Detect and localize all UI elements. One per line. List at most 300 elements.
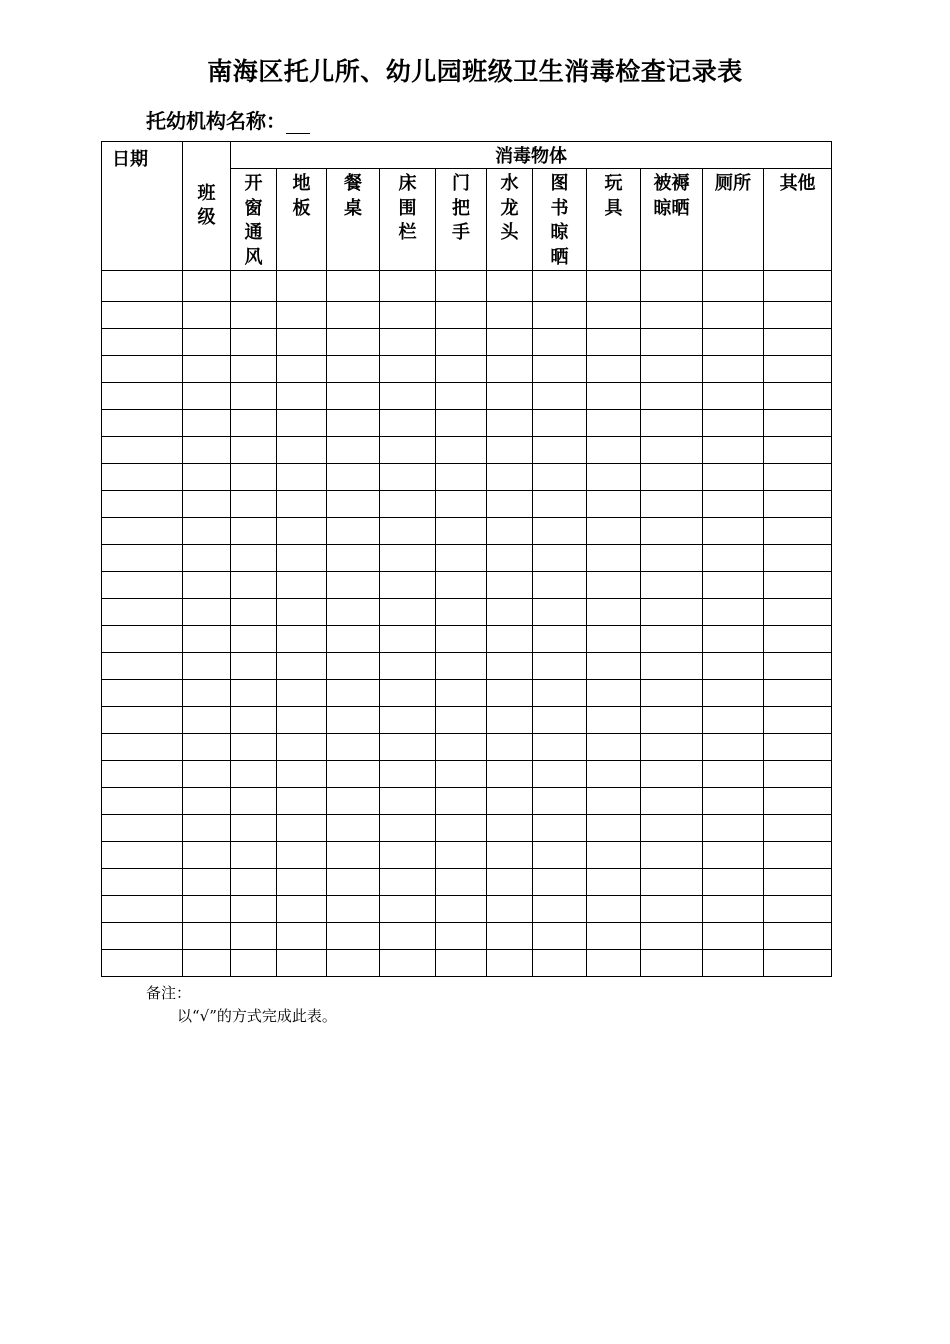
- table-cell[interactable]: [380, 734, 436, 761]
- table-cell[interactable]: [327, 271, 380, 302]
- table-cell[interactable]: [380, 383, 436, 410]
- table-cell[interactable]: [102, 680, 183, 707]
- table-cell[interactable]: [327, 950, 380, 977]
- table-cell[interactable]: [587, 437, 641, 464]
- table-cell[interactable]: [327, 842, 380, 869]
- table-cell[interactable]: [703, 653, 764, 680]
- table-cell[interactable]: [533, 383, 587, 410]
- table-cell[interactable]: [641, 599, 703, 626]
- table-cell[interactable]: [703, 707, 764, 734]
- table-cell[interactable]: [487, 572, 533, 599]
- table-cell[interactable]: [277, 950, 327, 977]
- table-cell[interactable]: [587, 869, 641, 896]
- table-cell[interactable]: [436, 329, 487, 356]
- table-cell[interactable]: [277, 680, 327, 707]
- table-cell[interactable]: [102, 653, 183, 680]
- table-cell[interactable]: [641, 815, 703, 842]
- table-cell[interactable]: [231, 572, 277, 599]
- table-cell[interactable]: [764, 923, 832, 950]
- table-cell[interactable]: [703, 356, 764, 383]
- table-cell[interactable]: [764, 302, 832, 329]
- table-cell[interactable]: [764, 383, 832, 410]
- table-cell[interactable]: [764, 869, 832, 896]
- table-cell[interactable]: [703, 518, 764, 545]
- table-cell[interactable]: [764, 437, 832, 464]
- table-cell[interactable]: [703, 950, 764, 977]
- table-cell[interactable]: [380, 626, 436, 653]
- table-cell[interactable]: [231, 761, 277, 788]
- table-cell[interactable]: [436, 734, 487, 761]
- table-cell[interactable]: [327, 734, 380, 761]
- table-cell[interactable]: [533, 518, 587, 545]
- table-cell[interactable]: [436, 842, 487, 869]
- table-cell[interactable]: [102, 626, 183, 653]
- table-cell[interactable]: [764, 815, 832, 842]
- table-cell[interactable]: [102, 437, 183, 464]
- table-cell[interactable]: [703, 383, 764, 410]
- table-cell[interactable]: [641, 734, 703, 761]
- table-cell[interactable]: [183, 923, 231, 950]
- table-cell[interactable]: [533, 923, 587, 950]
- table-cell[interactable]: [277, 842, 327, 869]
- table-cell[interactable]: [533, 788, 587, 815]
- table-cell[interactable]: [231, 950, 277, 977]
- table-cell[interactable]: [703, 869, 764, 896]
- table-cell[interactable]: [231, 271, 277, 302]
- table-cell[interactable]: [327, 896, 380, 923]
- table-cell[interactable]: [380, 761, 436, 788]
- table-cell[interactable]: [533, 491, 587, 518]
- table-cell[interactable]: [533, 869, 587, 896]
- table-cell[interactable]: [703, 410, 764, 437]
- table-cell[interactable]: [436, 707, 487, 734]
- table-cell[interactable]: [533, 302, 587, 329]
- table-cell[interactable]: [277, 815, 327, 842]
- table-cell[interactable]: [587, 518, 641, 545]
- table-cell[interactable]: [436, 437, 487, 464]
- table-cell[interactable]: [764, 680, 832, 707]
- table-cell[interactable]: [703, 464, 764, 491]
- table-cell[interactable]: [587, 302, 641, 329]
- table-cell[interactable]: [764, 761, 832, 788]
- table-cell[interactable]: [487, 923, 533, 950]
- table-cell[interactable]: [102, 302, 183, 329]
- table-cell[interactable]: [277, 734, 327, 761]
- table-cell[interactable]: [587, 788, 641, 815]
- table-cell[interactable]: [327, 356, 380, 383]
- table-cell[interactable]: [277, 545, 327, 572]
- table-cell[interactable]: [641, 572, 703, 599]
- table-cell[interactable]: [533, 707, 587, 734]
- table-cell[interactable]: [436, 572, 487, 599]
- table-cell[interactable]: [436, 896, 487, 923]
- table-cell[interactable]: [487, 950, 533, 977]
- table-cell[interactable]: [380, 896, 436, 923]
- table-cell[interactable]: [277, 761, 327, 788]
- table-cell[interactable]: [231, 707, 277, 734]
- table-cell[interactable]: [231, 680, 277, 707]
- table-cell[interactable]: [277, 599, 327, 626]
- table-cell[interactable]: [587, 896, 641, 923]
- table-cell[interactable]: [102, 518, 183, 545]
- table-cell[interactable]: [533, 599, 587, 626]
- table-cell[interactable]: [231, 518, 277, 545]
- table-cell[interactable]: [277, 302, 327, 329]
- table-cell[interactable]: [436, 950, 487, 977]
- table-cell[interactable]: [102, 491, 183, 518]
- table-cell[interactable]: [703, 761, 764, 788]
- table-cell[interactable]: [436, 383, 487, 410]
- table-cell[interactable]: [277, 410, 327, 437]
- table-cell[interactable]: [327, 302, 380, 329]
- table-cell[interactable]: [587, 329, 641, 356]
- table-cell[interactable]: [277, 518, 327, 545]
- table-cell[interactable]: [380, 653, 436, 680]
- table-cell[interactable]: [231, 788, 277, 815]
- table-cell[interactable]: [533, 950, 587, 977]
- table-cell[interactable]: [102, 896, 183, 923]
- table-cell[interactable]: [102, 356, 183, 383]
- table-cell[interactable]: [764, 599, 832, 626]
- table-cell[interactable]: [183, 734, 231, 761]
- table-cell[interactable]: [436, 410, 487, 437]
- table-cell[interactable]: [277, 896, 327, 923]
- table-cell[interactable]: [277, 491, 327, 518]
- table-cell[interactable]: [380, 464, 436, 491]
- table-cell[interactable]: [183, 518, 231, 545]
- table-cell[interactable]: [231, 464, 277, 491]
- table-cell[interactable]: [327, 491, 380, 518]
- table-cell[interactable]: [587, 599, 641, 626]
- table-cell[interactable]: [327, 572, 380, 599]
- table-cell[interactable]: [380, 491, 436, 518]
- table-cell[interactable]: [183, 572, 231, 599]
- table-cell[interactable]: [183, 356, 231, 383]
- table-cell[interactable]: [587, 923, 641, 950]
- table-cell[interactable]: [703, 788, 764, 815]
- table-cell[interactable]: [183, 950, 231, 977]
- table-cell[interactable]: [764, 653, 832, 680]
- table-cell[interactable]: [277, 464, 327, 491]
- table-cell[interactable]: [327, 410, 380, 437]
- table-cell[interactable]: [327, 923, 380, 950]
- table-cell[interactable]: [231, 410, 277, 437]
- table-cell[interactable]: [102, 950, 183, 977]
- table-cell[interactable]: [436, 869, 487, 896]
- table-cell[interactable]: [380, 869, 436, 896]
- table-cell[interactable]: [183, 842, 231, 869]
- table-cell[interactable]: [436, 599, 487, 626]
- table-cell[interactable]: [587, 545, 641, 572]
- table-cell[interactable]: [533, 271, 587, 302]
- table-cell[interactable]: [587, 491, 641, 518]
- table-cell[interactable]: [380, 437, 436, 464]
- table-cell[interactable]: [487, 599, 533, 626]
- table-cell[interactable]: [327, 761, 380, 788]
- table-cell[interactable]: [231, 734, 277, 761]
- table-cell[interactable]: [703, 271, 764, 302]
- table-cell[interactable]: [183, 271, 231, 302]
- table-cell[interactable]: [487, 869, 533, 896]
- table-cell[interactable]: [436, 271, 487, 302]
- table-cell[interactable]: [587, 761, 641, 788]
- table-cell[interactable]: [487, 734, 533, 761]
- table-cell[interactable]: [102, 329, 183, 356]
- table-cell[interactable]: [183, 599, 231, 626]
- table-cell[interactable]: [231, 329, 277, 356]
- table-cell[interactable]: [487, 626, 533, 653]
- table-cell[interactable]: [587, 950, 641, 977]
- table-cell[interactable]: [533, 896, 587, 923]
- table-cell[interactable]: [487, 707, 533, 734]
- table-cell[interactable]: [764, 545, 832, 572]
- table-cell[interactable]: [641, 545, 703, 572]
- table-cell[interactable]: [231, 923, 277, 950]
- table-cell[interactable]: [102, 815, 183, 842]
- table-cell[interactable]: [380, 545, 436, 572]
- table-cell[interactable]: [183, 383, 231, 410]
- table-cell[interactable]: [487, 410, 533, 437]
- table-cell[interactable]: [327, 869, 380, 896]
- table-cell[interactable]: [277, 437, 327, 464]
- table-cell[interactable]: [703, 545, 764, 572]
- table-cell[interactable]: [327, 707, 380, 734]
- table-cell[interactable]: [183, 869, 231, 896]
- table-cell[interactable]: [102, 869, 183, 896]
- table-cell[interactable]: [533, 464, 587, 491]
- table-cell[interactable]: [487, 356, 533, 383]
- table-cell[interactable]: [764, 464, 832, 491]
- table-cell[interactable]: [231, 491, 277, 518]
- table-cell[interactable]: [277, 626, 327, 653]
- table-cell[interactable]: [641, 653, 703, 680]
- table-cell[interactable]: [380, 271, 436, 302]
- table-cell[interactable]: [487, 788, 533, 815]
- table-cell[interactable]: [587, 707, 641, 734]
- table-cell[interactable]: [587, 815, 641, 842]
- table-cell[interactable]: [277, 329, 327, 356]
- table-cell[interactable]: [102, 788, 183, 815]
- table-cell[interactable]: [102, 734, 183, 761]
- table-cell[interactable]: [764, 842, 832, 869]
- table-cell[interactable]: [587, 680, 641, 707]
- table-cell[interactable]: [277, 383, 327, 410]
- table-cell[interactable]: [327, 518, 380, 545]
- table-cell[interactable]: [764, 788, 832, 815]
- table-cell[interactable]: [436, 788, 487, 815]
- table-cell[interactable]: [436, 491, 487, 518]
- table-cell[interactable]: [231, 896, 277, 923]
- table-cell[interactable]: [102, 464, 183, 491]
- table-cell[interactable]: [533, 329, 587, 356]
- table-cell[interactable]: [487, 653, 533, 680]
- table-cell[interactable]: [587, 626, 641, 653]
- table-cell[interactable]: [764, 734, 832, 761]
- table-cell[interactable]: [764, 491, 832, 518]
- table-cell[interactable]: [436, 356, 487, 383]
- table-cell[interactable]: [487, 815, 533, 842]
- table-cell[interactable]: [533, 356, 587, 383]
- table-cell[interactable]: [436, 302, 487, 329]
- table-cell[interactable]: [436, 626, 487, 653]
- table-cell[interactable]: [277, 356, 327, 383]
- table-cell[interactable]: [436, 761, 487, 788]
- table-cell[interactable]: [641, 356, 703, 383]
- table-cell[interactable]: [764, 950, 832, 977]
- table-cell[interactable]: [487, 491, 533, 518]
- table-cell[interactable]: [102, 599, 183, 626]
- table-cell[interactable]: [641, 491, 703, 518]
- table-cell[interactable]: [436, 518, 487, 545]
- table-cell[interactable]: [231, 815, 277, 842]
- table-cell[interactable]: [533, 761, 587, 788]
- table-cell[interactable]: [641, 464, 703, 491]
- table-cell[interactable]: [641, 923, 703, 950]
- table-cell[interactable]: [231, 302, 277, 329]
- table-cell[interactable]: [183, 680, 231, 707]
- table-cell[interactable]: [327, 329, 380, 356]
- table-cell[interactable]: [641, 302, 703, 329]
- table-cell[interactable]: [764, 896, 832, 923]
- table-cell[interactable]: [764, 572, 832, 599]
- table-cell[interactable]: [327, 626, 380, 653]
- table-cell[interactable]: [327, 437, 380, 464]
- table-cell[interactable]: [327, 680, 380, 707]
- table-cell[interactable]: [533, 842, 587, 869]
- table-cell[interactable]: [487, 464, 533, 491]
- table-cell[interactable]: [436, 680, 487, 707]
- table-cell[interactable]: [380, 923, 436, 950]
- table-cell[interactable]: [436, 545, 487, 572]
- table-cell[interactable]: [641, 950, 703, 977]
- table-cell[interactable]: [641, 680, 703, 707]
- table-cell[interactable]: [533, 815, 587, 842]
- table-cell[interactable]: [703, 734, 764, 761]
- table-cell[interactable]: [487, 271, 533, 302]
- organization-name-field[interactable]: [146, 105, 310, 134]
- table-cell[interactable]: [533, 572, 587, 599]
- table-cell[interactable]: [587, 653, 641, 680]
- table-cell[interactable]: [277, 653, 327, 680]
- table-cell[interactable]: [327, 545, 380, 572]
- table-cell[interactable]: [587, 383, 641, 410]
- table-cell[interactable]: [533, 734, 587, 761]
- table-cell[interactable]: [183, 464, 231, 491]
- table-cell[interactable]: [764, 356, 832, 383]
- table-cell[interactable]: [487, 545, 533, 572]
- table-cell[interactable]: [380, 842, 436, 869]
- table-cell[interactable]: [641, 626, 703, 653]
- table-cell[interactable]: [231, 842, 277, 869]
- table-cell[interactable]: [102, 572, 183, 599]
- table-cell[interactable]: [231, 437, 277, 464]
- table-cell[interactable]: [327, 815, 380, 842]
- table-cell[interactable]: [436, 464, 487, 491]
- table-cell[interactable]: [102, 271, 183, 302]
- table-cell[interactable]: [533, 437, 587, 464]
- table-cell[interactable]: [487, 437, 533, 464]
- table-cell[interactable]: [380, 410, 436, 437]
- table-cell[interactable]: [183, 329, 231, 356]
- table-cell[interactable]: [487, 329, 533, 356]
- table-cell[interactable]: [231, 599, 277, 626]
- table-cell[interactable]: [102, 842, 183, 869]
- table-cell[interactable]: [277, 869, 327, 896]
- table-cell[interactable]: [764, 626, 832, 653]
- table-cell[interactable]: [231, 545, 277, 572]
- table-cell[interactable]: [703, 329, 764, 356]
- table-cell[interactable]: [436, 815, 487, 842]
- table-cell[interactable]: [641, 788, 703, 815]
- table-cell[interactable]: [703, 680, 764, 707]
- table-cell[interactable]: [327, 383, 380, 410]
- table-cell[interactable]: [641, 329, 703, 356]
- table-cell[interactable]: [764, 518, 832, 545]
- table-cell[interactable]: [533, 545, 587, 572]
- table-cell[interactable]: [587, 572, 641, 599]
- table-cell[interactable]: [183, 491, 231, 518]
- table-cell[interactable]: [764, 329, 832, 356]
- table-cell[interactable]: [587, 410, 641, 437]
- table-cell[interactable]: [587, 356, 641, 383]
- table-cell[interactable]: [277, 707, 327, 734]
- table-cell[interactable]: [183, 707, 231, 734]
- table-cell[interactable]: [102, 410, 183, 437]
- table-cell[interactable]: [703, 626, 764, 653]
- table-cell[interactable]: [764, 271, 832, 302]
- table-cell[interactable]: [533, 680, 587, 707]
- table-cell[interactable]: [277, 788, 327, 815]
- table-cell[interactable]: [183, 626, 231, 653]
- table-cell[interactable]: [380, 518, 436, 545]
- table-cell[interactable]: [487, 761, 533, 788]
- table-cell[interactable]: [703, 815, 764, 842]
- table-cell[interactable]: [703, 302, 764, 329]
- table-cell[interactable]: [487, 518, 533, 545]
- table-cell[interactable]: [487, 680, 533, 707]
- table-cell[interactable]: [102, 383, 183, 410]
- table-cell[interactable]: [102, 923, 183, 950]
- table-cell[interactable]: [587, 464, 641, 491]
- table-cell[interactable]: [764, 410, 832, 437]
- table-cell[interactable]: [277, 271, 327, 302]
- table-cell[interactable]: [487, 842, 533, 869]
- table-cell[interactable]: [231, 356, 277, 383]
- table-cell[interactable]: [641, 842, 703, 869]
- table-cell[interactable]: [703, 842, 764, 869]
- table-cell[interactable]: [327, 464, 380, 491]
- table-cell[interactable]: [533, 410, 587, 437]
- table-cell[interactable]: [587, 842, 641, 869]
- table-cell[interactable]: [641, 761, 703, 788]
- table-cell[interactable]: [380, 788, 436, 815]
- table-cell[interactable]: [327, 653, 380, 680]
- table-cell[interactable]: [436, 923, 487, 950]
- table-cell[interactable]: [183, 653, 231, 680]
- table-cell[interactable]: [183, 410, 231, 437]
- table-cell[interactable]: [277, 923, 327, 950]
- table-cell[interactable]: [703, 572, 764, 599]
- table-cell[interactable]: [183, 437, 231, 464]
- table-cell[interactable]: [641, 869, 703, 896]
- table-cell[interactable]: [380, 950, 436, 977]
- table-cell[interactable]: [703, 437, 764, 464]
- table-cell[interactable]: [533, 653, 587, 680]
- table-cell[interactable]: [641, 383, 703, 410]
- table-cell[interactable]: [231, 626, 277, 653]
- table-cell[interactable]: [183, 788, 231, 815]
- table-cell[interactable]: [380, 707, 436, 734]
